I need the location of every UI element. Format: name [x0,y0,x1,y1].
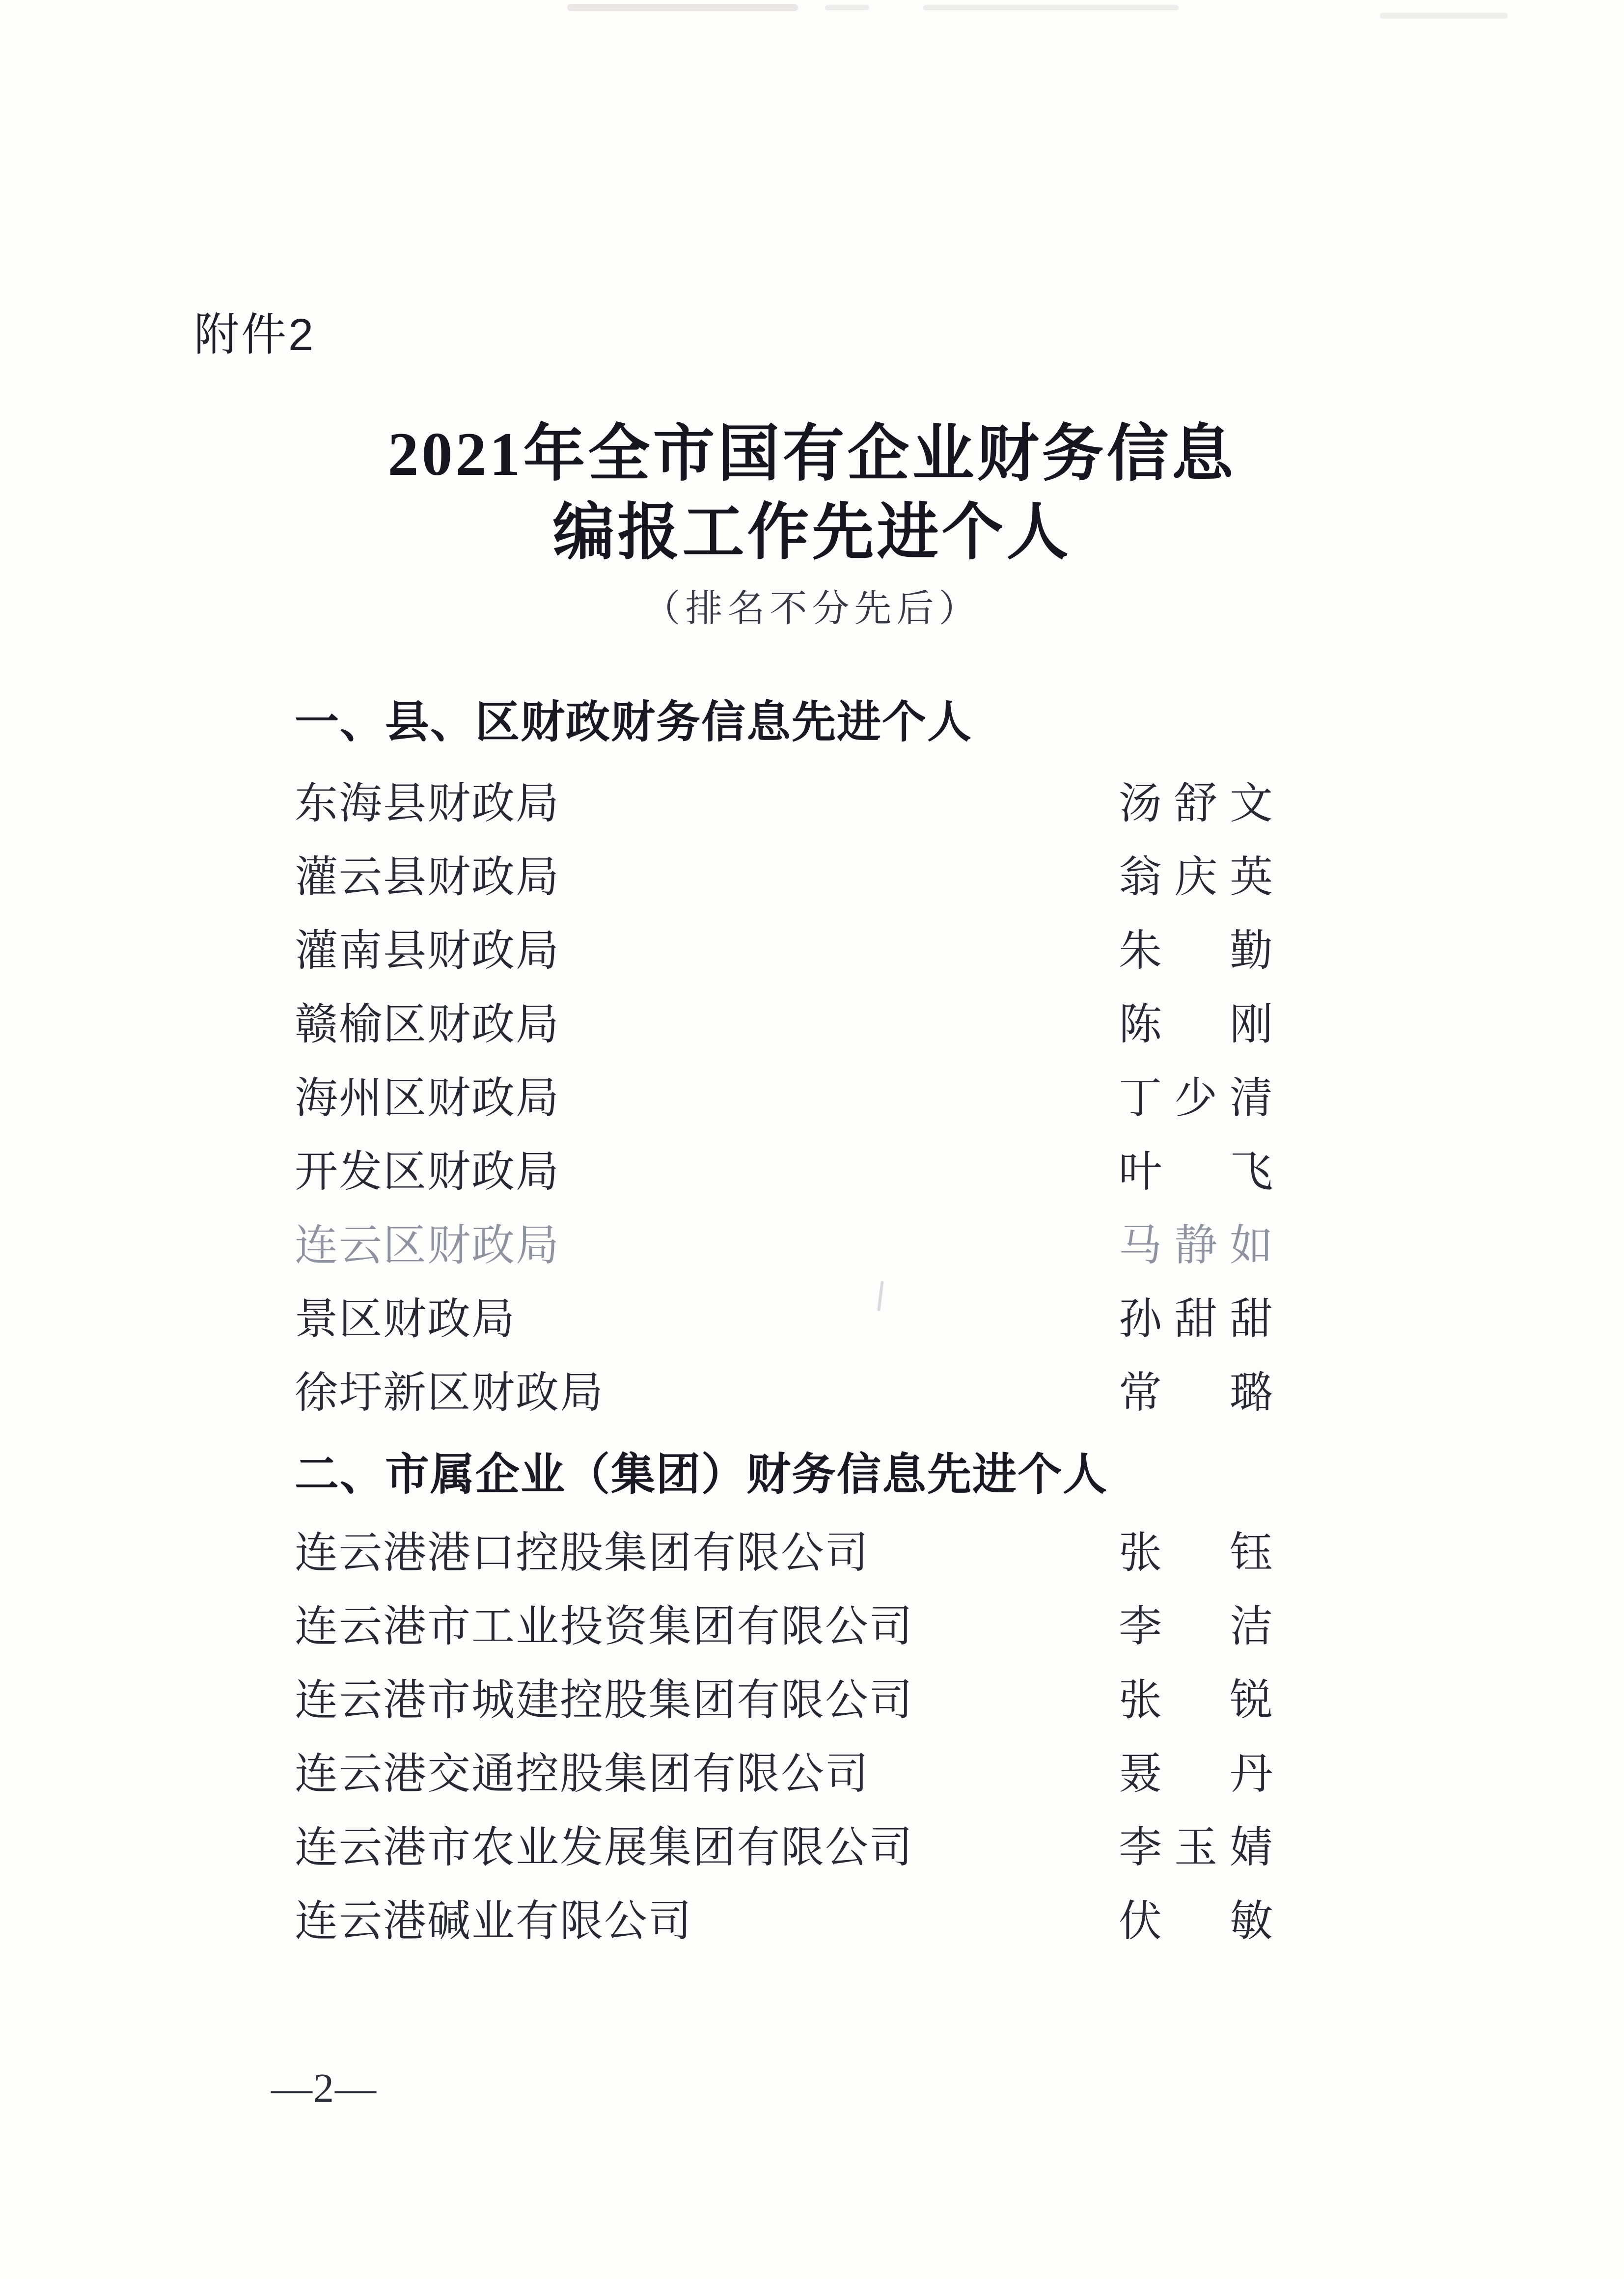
person-name: 张 锐 [1119,1677,1274,1725]
scan-artifact-top [567,4,798,11]
org-name: 景区财政局 [295,1296,516,1344]
person-name: 张 钰 [1119,1530,1274,1577]
org-name: 灌南县财政局 [295,928,560,975]
org-name: 连云港碱业有限公司 [295,1898,693,1946]
section-2-heading: 二、市属企业（集团）财务信息先进个人 [295,1450,1108,1499]
table-row [295,1131,1274,1205]
table-row [295,1733,1274,1807]
document-title-line1: 2021年全市国有企业财务信息 [387,420,1237,489]
ranking-note: （排名不分先后） [643,588,981,630]
person-name: 常 璐 [1119,1370,1274,1417]
document-title [0,415,1624,573]
table-row [295,984,1274,1058]
person-name: 聂 丹 [1119,1751,1274,1798]
scan-artifact-top [923,5,1179,10]
person-name: 马静如 [1119,1222,1274,1270]
person-name: 伏 敏 [1119,1898,1274,1946]
person-name: 陈 刚 [1119,1001,1274,1049]
table-row [295,910,1274,984]
org-name: 开发区财政局 [295,1149,560,1196]
table-row [295,1586,1274,1660]
person-name: 汤舒文 [1119,780,1274,828]
person-name: 李 洁 [1119,1603,1274,1651]
award-list [295,693,1274,1954]
org-name: 连云港市农业发展集团有限公司 [295,1824,914,1872]
person-name: 孙甜甜 [1119,1296,1274,1344]
person-name: 叶 飞 [1119,1149,1274,1196]
table-row [295,763,1274,837]
person-name: 李玉婧 [1119,1824,1274,1872]
table-row [295,1807,1274,1881]
person-name: 丁少清 [1119,1075,1274,1123]
org-name: 东海县财政局 [295,780,560,828]
org-name: 连云港港口控股集团有限公司 [295,1530,870,1577]
attachment-label: 附件2 [194,310,316,360]
scan-artifact-top [1380,13,1508,19]
org-name: 灌云县财政局 [295,854,560,902]
org-name: 连云区财政局 [295,1222,560,1270]
table-row [295,1512,1274,1586]
scan-artifact-top [825,5,869,10]
org-name: 连云港市工业投资集团有限公司 [295,1603,914,1651]
table-row [295,1205,1274,1279]
org-name: 徐圩新区财政局 [295,1370,605,1417]
document-title-line2: 编报工作先进个人 [552,499,1072,567]
person-name: 翁庆英 [1119,854,1274,902]
section-1-heading: 一、县、区财政财务信息先进个人 [295,698,972,747]
org-name: 海州区财政局 [295,1075,560,1123]
table-row [295,1881,1274,1954]
org-name: 连云港交通控股集团有限公司 [295,1751,870,1798]
org-name: 赣榆区财政局 [295,1001,560,1049]
table-row [295,1058,1274,1131]
table-row [295,1660,1274,1733]
table-row [295,1352,1274,1426]
page-number: —2— [271,2065,377,2111]
table-row [295,837,1274,910]
org-name: 连云港市城建控股集团有限公司 [295,1677,914,1725]
table-row [295,1279,1274,1352]
person-name: 朱 勤 [1119,928,1274,975]
